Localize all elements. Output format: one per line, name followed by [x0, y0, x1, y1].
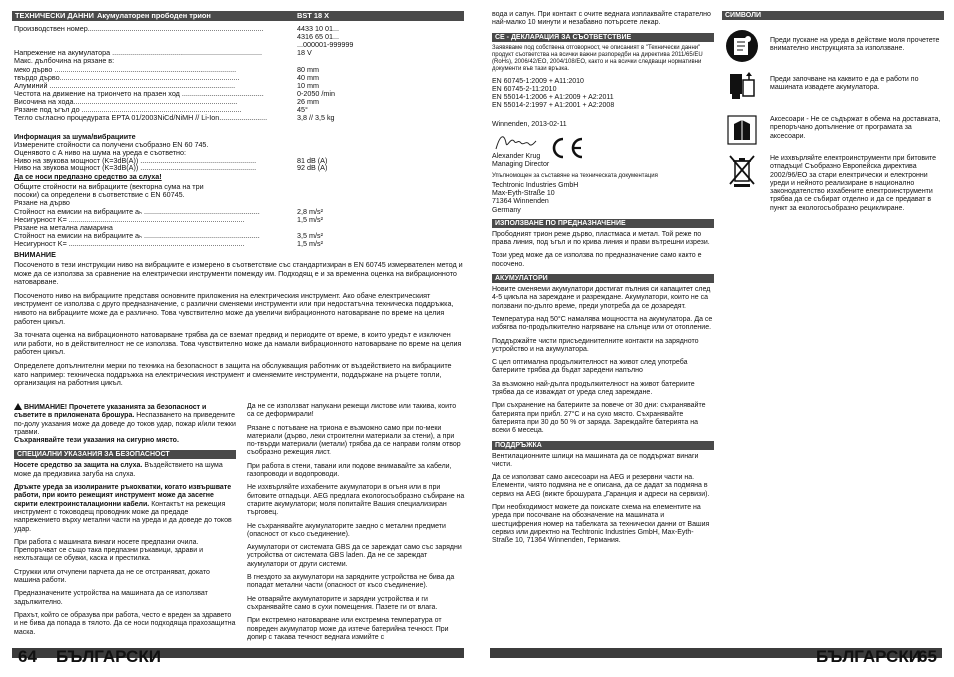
maintenance-paragraph: При необходимост можете да поискате схема на елементите на уреда при посочване на обозначение на машината и шестцифрения номер на табелката за технически данни от Вашия сервиз или директно на Techtronic Industries GmbH, Max-Eyth-Straße 10, 71364 Winnenden, Германия.	[492, 503, 710, 545]
spec-label: Рязане под ъгъл до ................................................................................	[14, 106, 242, 114]
spec-label: твърдо дърво..........................................................................................	[14, 73, 240, 82]
spec-value: 1,5 m/s²	[297, 239, 323, 249]
symbol-text: Преди започване на каквито е да е работи по машината извадете акумулатора.	[770, 76, 919, 92]
safety-item: Не отваряйте акумулаторите и зарядни устройства и ги съхранявайте само в сухи помещения. Пазете ги от влага.	[247, 595, 438, 611]
spec-value: 4433 10 01...	[297, 24, 339, 33]
signature-image	[494, 131, 538, 153]
ear-protection-note: Да се носи предпазно средство за слуха!	[14, 172, 162, 181]
safety-item: Да не се използват напукани режещи листове или такива, които са се деформирали!	[247, 403, 457, 419]
spec-value: 3,5 m/s²	[297, 231, 323, 241]
spec-label: меко дърво ...........................................................................................	[14, 65, 237, 74]
usage-paragraph: Този уред може да се използва по предназначение само както е посочено.	[492, 252, 702, 268]
company-address	[492, 182, 714, 215]
safety-p4: Стружки или отчупени парчета да не се отстраняват, докато машина работи.	[14, 568, 210, 585]
tech-data-header	[12, 11, 464, 21]
maintenance-bar: ПОДДРЪЖКА	[492, 441, 714, 450]
safety-section-bar: СПЕЦИАЛНИ УКАЗАНИЯ ЗА БЕЗОПАСНОСТ	[14, 450, 236, 459]
spec-label: Честота на движение на триончето на празен ход .........................................	[14, 89, 264, 98]
spec-value: 81 dB (A)	[297, 155, 328, 165]
warning-paragraph: Определете допълнителни мерки по техника на безопасност в защита на обслужващия работник от въздействието на вибрациите като например: техническа поддръжка на електрическия инструмент и сменяемите инструменти, поддържане на ръцете топли, организация на работния цикъл.	[14, 360, 452, 388]
spec-row	[14, 240, 297, 248]
spec-value: 2,8 m/s²	[297, 206, 323, 216]
spec-value: 3,8 // 3,5 kg	[297, 113, 335, 123]
standard-item: EN 60745-1:2009 + A11:2010	[492, 77, 584, 85]
symbol-text: Аксесоари - Не се съдържат в обема на доставката, препоръчано допълнение от програмата за аксесоари.	[770, 116, 941, 140]
warning-title: ВНИМАНИЕ	[14, 250, 56, 259]
spec-value: 10 mm	[297, 80, 319, 90]
safety-column-2	[247, 403, 465, 647]
safety-p1-text: Въздействието на шума може да предизвика загуба на слуха.	[14, 462, 223, 478]
spec-value: 92 dB (A)	[297, 163, 328, 173]
spec-row	[14, 25, 297, 33]
spec-label: Височина на хода..................................................................................	[14, 97, 238, 106]
standard-item: EN 55014-1:2006 + A1:2009 + A2:2011	[492, 94, 614, 102]
language-title: БЪЛГАРСКИ	[816, 647, 921, 666]
safety-p1-bold: Носете средство за защита на слуха.	[14, 462, 143, 470]
spec-label: Стойност на емисии на вибрациите aₕ ..........................................................	[14, 232, 260, 241]
spec-label: Рязане на дърво	[14, 199, 70, 208]
ce-declaration-text: Заявяваме под собствена отговорност, че описаният в "Технически данни" продукт съответства на всички важни разпоредби на директива 2011/65/EU (RoHs), 2006/42/EO, 2004/108/EO, както и на всички следващи нормативни документи във тази връзка.	[492, 44, 703, 72]
standard-item: EN 55014-2:1997 + A1:2001 + A2:2008	[492, 102, 615, 110]
warning-paragraph: За точната оценка на вибрационното натоварване трябва да се вземат предвид и периодите от време, в които уредът е изключен или работи, но в действителност не се използва. Това чувствително може да намали вибрационното натоварване по време на целия работен цикъл.	[14, 330, 462, 357]
safety-p3: При работа с машината винаги носете предпазни очила. Препоръчват се също така предпазни ръкавици, здрави и нехлъзгащи се обувки, каска и престилка.	[14, 538, 204, 563]
read-manual-icon	[724, 28, 760, 64]
usage-bar: ИЗПОЛЗВАНЕ ПО ПРЕДНАЗНАЧЕНИЕ	[492, 219, 714, 228]
spec-label: Производствен номер........................................................................................	[14, 25, 264, 33]
spec-label: Ниво на звукова мощност (K=3dB(A)) ..........................................................	[14, 156, 257, 165]
warning-paragraph: Посоченото ниво на вибрациите представя основните приложения на електрическия инструмент. Ако обаче електрическият инструмент се използва с друго предназначение, с различни сменяеми инструменти или при недостатъчна техническа поддръжка, нивото на вибрациите може да е различно. Това чувствително може да увеличи вибрационното натоварване по време на целия работен цикъл.	[14, 290, 454, 326]
spec-value: 80 mm	[297, 64, 319, 74]
noise-title: Информация за шума/вибрациите	[14, 132, 136, 141]
intro-text: вода и сапун. При контакт с очите веднага изплаквайте старателно най-малко 10 минути и незабавно потърсете лекар.	[492, 11, 711, 27]
battery-paragraph: Новите сменяеми акумулатори достигат пълния си капацитет след 4-5 цикъла на зареждане и разреждане. Акумулатори, които не са ползвани по-дълго време, преди употреба да се дозаредят.	[492, 286, 711, 310]
spec-row	[14, 208, 297, 216]
accessory-icon	[724, 112, 760, 148]
spec-label: Макс. дълбочина на рязане в:	[14, 57, 115, 66]
spec-label: посоки) са определени в съответствие с EN 60745.	[14, 191, 185, 200]
spec-row	[14, 114, 297, 122]
spec-value: 45°	[297, 105, 308, 114]
tech-data-title: ТЕХНИЧЕСКИ ДАННИ	[15, 11, 94, 20]
maintenance-paragraph: Вентилационните шлици на машината да се поддържат винаги чисти.	[492, 452, 699, 468]
spec-label: Ниво на звукова мощност (K=3dB(A)) ..........................................................	[14, 164, 257, 173]
battery-paragraph: Поддържайте чисти присъединителните контакти на зарядното устройство и на акумулатора.	[492, 337, 699, 353]
page-number: 64	[18, 647, 37, 666]
spec-label: Тегло съгласно процедурата EPTA 01/2003NiCd/NiMH // Li-Ion........................	[14, 114, 268, 123]
spec-label: Измерените стойности са получени съобразно EN 60 745.	[14, 141, 209, 149]
battery-bar: АКУМУЛАТОРИ	[492, 274, 714, 283]
spec-value: 1,5 m/s²	[297, 214, 323, 224]
safety-item: При работа в стени, тавани или подове внимавайте за кабели, газопроводи и водопроводи.	[247, 462, 452, 479]
address-line: Max-Eyth-Straße 10	[492, 189, 555, 197]
spec-value: 18 V	[297, 48, 312, 58]
language-title: БЪЛГАРСКИ	[56, 647, 161, 666]
warning-triangle-icon	[14, 403, 22, 410]
right-text-column	[492, 11, 714, 550]
battery-paragraph: Температура над 50°C намалява мощността на акумулатора. Да се избягва по-продължително нагряване на слънце или от отопление.	[492, 315, 713, 332]
symbols-bar: СИМВОЛИ	[722, 11, 944, 20]
maintenance-paragraph: Да се използват само аксесоари на AEG и резервни части на. Елементи, чиято подмяна не е описана, да се дадат за подмяна в сервиз на AEG (вижте брошурата „Гаранция и адреси на сервизи).	[492, 474, 710, 498]
spec-value: 4316 65 01...	[297, 32, 339, 42]
spec-label: Несигурност K= ........................................................................................	[14, 215, 245, 224]
warning-text	[14, 261, 464, 393]
spec-label: Рязане на метална ламарина	[14, 224, 113, 232]
spec-label: Общите стойности на вибрациите (векторна сума на три	[14, 183, 204, 191]
safety-item: Рязане с потъване на триона е възможно само при по-меки материали (дърво, леки строителни материали за стени), а при по-твърди материали (метали) трябва да се направи голям отвор съобразно режещия лист.	[247, 424, 461, 457]
spec-value: 0-2050 /min	[297, 88, 335, 98]
safety-column	[14, 403, 236, 642]
safety-p6: Прахът, който се образува при работа, често е вреден за здравето и не бива да попада в тялото. Да се носи подходяща прахозащитна маска.	[14, 611, 236, 636]
battery-paragraph: С цел оптимална продължителност на живот след употреба батериите трябва да бъдат заредени напълно	[492, 359, 688, 375]
ce-declaration-bar: СЕ - ДЕКЛАРАЦИЯ ЗА СЪОТВЕТСТВИЕ	[492, 33, 714, 42]
signatory-name: Alexander Krug	[492, 153, 541, 161]
spec-value: ...000001-999999	[297, 40, 354, 50]
page-number: 65	[918, 647, 937, 666]
spec-label: Алуминий .............................................................................................	[14, 81, 236, 90]
address-line: 71364 Winnenden	[492, 198, 549, 206]
safety-item: Акумулатори от системата GBS да се зареждат само със зарядни устройства от системата GBS laden. Да не се зареждат акумулатори от други системи.	[247, 544, 462, 568]
safety-p2-bold: Дръжте уреда за изолираните ръкохватки, когато извършвате работи, при които режещият инструмент може да засегне скрити електроинсталационни кабели.	[14, 484, 232, 508]
spec-row	[14, 216, 297, 224]
safety-item: В гнездото за акумулатори на зарядните устройства не бива да попадат метални части (опасност от късо съединение).	[247, 574, 455, 590]
attention-bold: ВНИМАНИЕ! Прочетете указанията за безопасност и съветите в приложената брошура.	[14, 404, 207, 420]
safety-p2-text: Контактът на режещия инструмент с тоководещ проводник може да предаде напрежението върху метални части на уреда и да доведе до токов удар.	[14, 500, 232, 533]
place-date: Winnenden, 2013-02-11	[492, 120, 567, 128]
spec-row	[14, 232, 297, 240]
address-line: Techtronic Industries GmbH	[492, 181, 579, 189]
spec-label: Напрежение на акумулатора ...........................................................................	[14, 49, 262, 58]
symbol-text: Не изхвърляйте електроинструменти при битовите отпадъци! Съобразно Европейска директива 2002/96/ЕО за стари електрически и електронни уреди и нейното реализиране в национално законодателство изхабените електроинструменти трябва да се събират отделно и да се предават в пункт за екологосъобразно рециклиране.	[770, 155, 937, 212]
safety-p5: Предназначените устройства на машината да се използват задължително.	[14, 590, 208, 606]
product-name: Акумулаторен прободен трион	[97, 11, 211, 20]
spec-label: Стойност на емисии на вибрациите aₕ ..........................................................	[14, 207, 260, 216]
spec-row	[14, 191, 297, 199]
standards-list	[492, 78, 714, 111]
authorized-person-note: Упълномощен за съставяне на техническата документация	[492, 172, 658, 179]
safety-item: Не изхвърляйте изхабените акумулатори в огъня или в при битовите отпадъци. AEG предлага екологосъобразно събиране на старите акумулатори; моля попитайте Вашия специализиран търговец.	[247, 484, 465, 517]
usage-paragraph: Прободният трион реже дърво, пластмаса и метал. Той реже по права линия, под ъгъл и по крива линия и прави вътрешни изрези.	[492, 230, 710, 247]
attention-keep: Съхранявайте тези указания на сигурно място.	[14, 437, 179, 445]
attention-text: Неспазването на приведените по-долу указания може да доведе до токов удар, пожар и/или тежки травми.	[14, 412, 236, 436]
safety-item: При екстремно натоварване или екстремна температура от повреден акумулатор може да изтече батерийна течност. При допир с такава течност веднага измийте с	[247, 617, 449, 641]
battery-paragraph: За възможно най-дълга продължителност на живот батериите трябва да се изваждат от уреда след зареждане.	[492, 380, 695, 397]
spec-row	[14, 224, 297, 232]
model-name: BST 18 X	[297, 11, 330, 20]
symbol-text: Преди пускане на уреда в действие моля прочетете внимателно инструкцията за използване.	[770, 37, 940, 53]
signatory-title: Managing Director	[492, 161, 550, 169]
spec-value: 40 mm	[297, 72, 319, 82]
spec-row	[14, 183, 297, 191]
ce-mark-icon	[548, 135, 588, 161]
remove-battery-icon	[724, 68, 760, 104]
address-line: Germany	[492, 206, 521, 214]
warning-paragraph: Посоченото в тези инструкции ниво на вибрациите е измерено в съответствие със стандартизиран в EN 60745 измервателен метод и може да се използва за сравнение на електрически инструменти помежду им. Подходящ е и за временна оценка на вибрационното натоварване.	[14, 260, 463, 287]
safety-item: Не съхранявайте акумулаторите заедно с метални предмети (опасност от късо съединение).	[247, 522, 446, 538]
weee-bin-icon	[724, 152, 760, 188]
spec-value: 26 mm	[297, 96, 319, 106]
spec-label: Оценявото с А ниво на шума на уреда е съответно:	[14, 148, 187, 157]
spec-row	[14, 199, 297, 207]
standard-item: EN 60745-2-11:2010	[492, 85, 557, 93]
spec-label: Несигурност K= ........................................................................................	[14, 240, 245, 249]
battery-paragraph: При съхранение на батериите за повече от 30 дни: съхранявайте батерията при прибл. 27°C и на сухо място. Съхранявайте батерията при 30 до 50 % от заряда. Зареждайте батерията на всеки 6 месеца.	[492, 402, 706, 435]
